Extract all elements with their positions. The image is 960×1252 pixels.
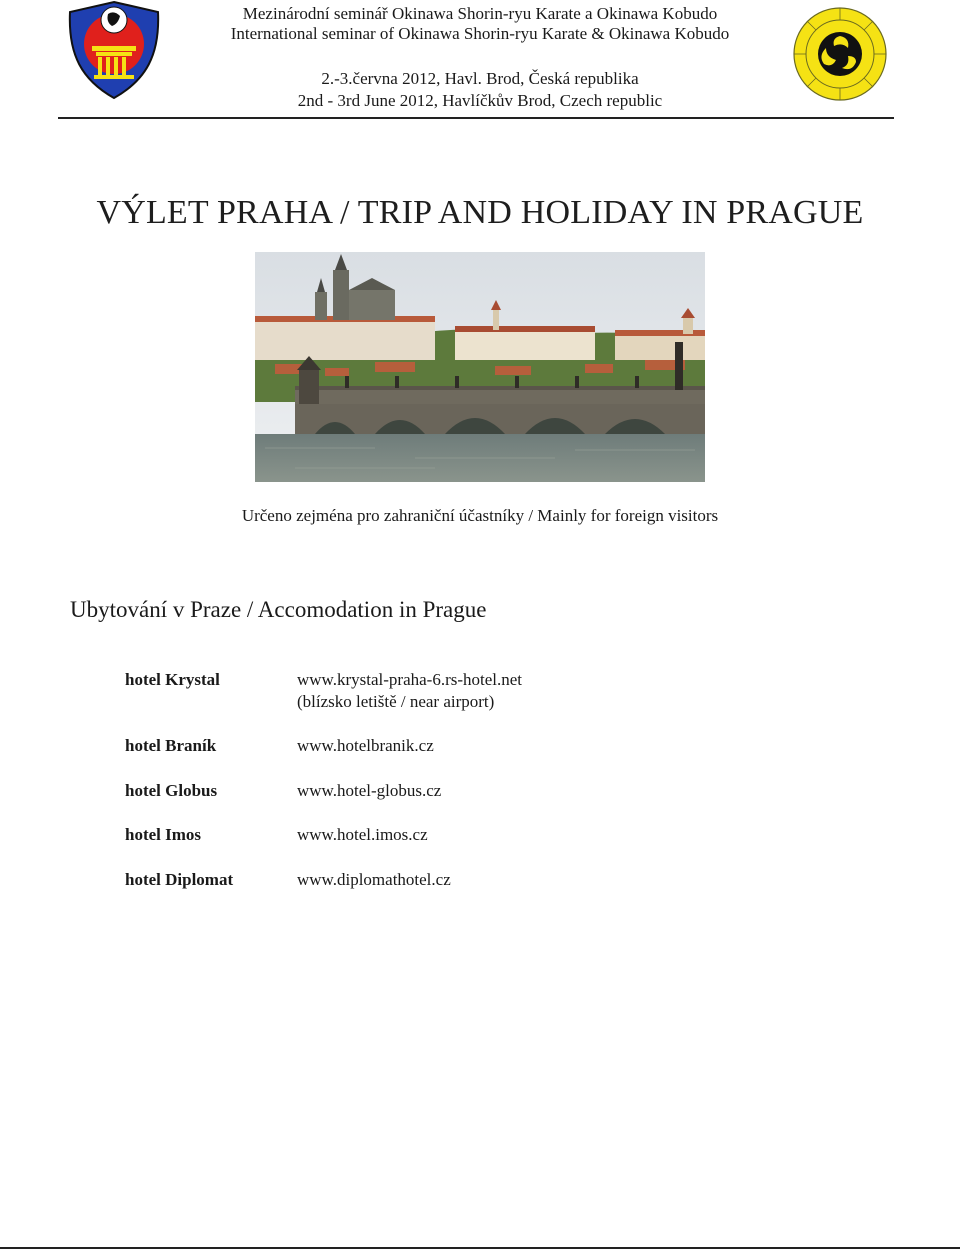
- hotel-url[interactable]: www.hotel.imos.cz: [297, 825, 428, 844]
- hotel-url[interactable]: www.diplomathotel.cz: [297, 870, 451, 889]
- hotel-name: hotel Braník: [125, 736, 217, 755]
- header-date-czech: 2.-3.června 2012, Havl. Brod, Česká republika: [321, 69, 639, 88]
- hotel-name: hotel Globus: [125, 781, 218, 800]
- header-line-czech: Mezinárodní seminář Okinawa Shorin-ryu Karate a Okinawa Kobudo: [242, 4, 718, 23]
- hotel-name: hotel Imos: [125, 825, 202, 844]
- kobudo-tomoe-crest-icon: [790, 4, 890, 104]
- accommodation-heading: Ubytování v Praze / Accomodation in Prague: [70, 597, 487, 622]
- hotel-name: hotel Diplomat: [125, 870, 234, 889]
- hotel-url[interactable]: www.hotel-globus.cz: [297, 781, 442, 800]
- page-title: VÝLET PRAHA / TRIP AND HOLIDAY IN PRAGUE: [96, 194, 864, 231]
- hotel-name: hotel Krystal: [125, 670, 220, 689]
- charles-bridge-prague-castle-photo: [255, 252, 705, 482]
- header-line-english: International seminar of Okinawa Shorin-ryu Karate & Okinawa Kobudo: [230, 24, 730, 43]
- header-divider: [58, 117, 894, 119]
- footer-divider: [0, 1247, 960, 1249]
- header-date-english: 2nd - 3rd June 2012, Havlíčkův Brod, Czech republic: [297, 91, 663, 110]
- shorin-ryu-crest-icon: [66, 0, 162, 100]
- photo-caption: Určeno zejména pro zahraniční účastníky / Mainly for foreign visitors: [241, 506, 719, 525]
- hotel-note: (blízsko letiště / near airport): [297, 692, 495, 711]
- hotel-url[interactable]: www.krystal-praha-6.rs-hotel.net: [297, 670, 523, 689]
- hotel-url[interactable]: www.hotelbranik.cz: [297, 736, 434, 755]
